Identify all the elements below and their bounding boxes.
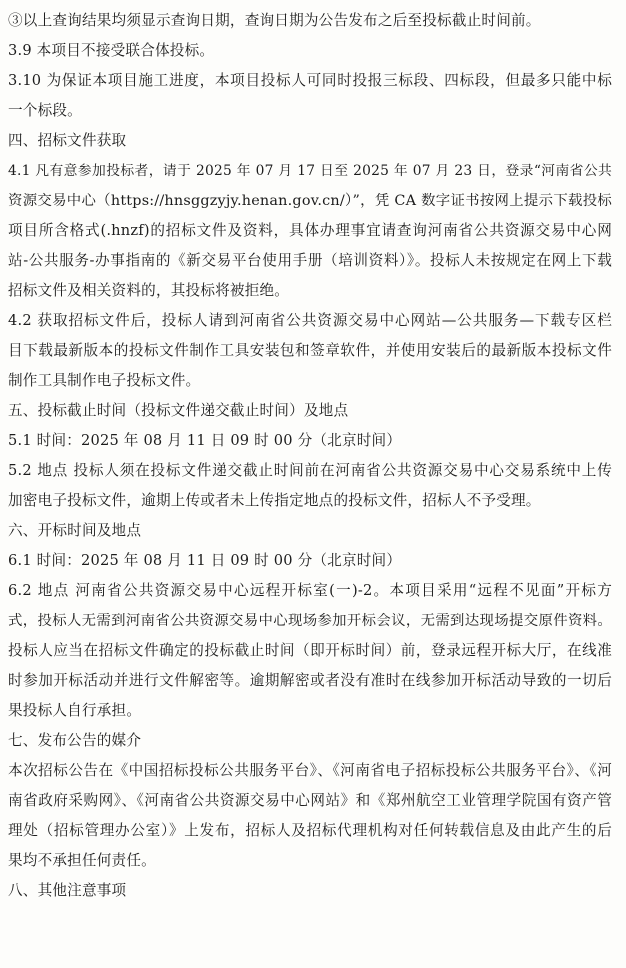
text-line-4-1-end: 招标文件及相关资料的，其投标将被拒绝。 — [8, 282, 290, 299]
section-heading-6: 六、开标时间及地点 — [8, 522, 142, 539]
text-line-5-1: 5.1 时间：2025 年 08 月 11 日 09 时 00 分（北京时间） — [8, 432, 402, 449]
text-line-6-2-end: 果投标人自行承担。 — [8, 702, 142, 719]
text-line-4-1-format: 项目所含格式(.hnzf)的招标文件及资料，具体办理事宜请查询河南省公共资源交易中心网 — [8, 222, 612, 239]
section-heading-5: 五、投标截止时间（投标文件递交截止时间）及地点 — [8, 402, 349, 419]
section-heading-7: 七、发布公告的媒介 — [8, 732, 142, 749]
text-line-3-10: 3.10 为保证本项目施工进度，本项目投标人可同时投报三标段、四标段，但最多只能中标 — [8, 72, 612, 89]
text-line-5-2: 5.2 地点 投标人须在投标文件递交截止时间前在河南省公共资源交易中心交易系统中上传 — [8, 462, 612, 479]
text-line-4-1: 4.1 凡有意参加投标者，请于 2025 年 07 月 17 日至 2025 年 07 月 23 日，登录“河南省公共 — [8, 163, 612, 179]
text-line-4-2-tools: 目下载最新版本的投标文件制作工具安装包和签章软件，并使用安装后的最新版本投标文件 — [8, 342, 612, 359]
text-line-6-2-remote: 式，投标人无需到河南省公共资源交易中心现场参加开标会议，无需到达现场提交原件资料。 — [8, 613, 612, 629]
text-line-4-2: 4.2 获取招标文件后，投标人请到河南省公共资源交易中心网站—公共服务—下载专区栏 — [8, 312, 612, 329]
section-heading-4: 四、招标文件获取 — [8, 132, 127, 149]
text-line-6-1: 6.1 时间：2025 年 08 月 11 日 09 时 00 分（北京时间） — [8, 552, 402, 569]
text-line-6-2-decrypt: 时参加开标活动并进行文件解密等。逾期解密或者没有准时在线参加开标活动导致的一切后 — [8, 672, 612, 689]
text-line-3-10-cont: 一个标段。 — [8, 102, 82, 119]
text-line-3-9: 3.9 本项目不接受联合体投标。 — [8, 42, 215, 59]
text-line-query-date-note: ③以上查询结果均须显示查询日期，查询日期为公告发布之后至投标截止时间前。 — [8, 12, 541, 29]
text-line-7-end: 果均不承担任何责任。 — [8, 852, 156, 869]
text-line-6-2-login: 投标人应当在招标文件确定的投标截止时间（即开标时间）前，登录远程开标大厅，在线准 — [8, 642, 612, 659]
text-line-7-media: 本次招标公告在《中国招标投标公共服务平台》、《河南省电子招标投标公共服务平台》、《河 — [8, 762, 612, 779]
text-line-4-1-url: 资源交易中心（https://hnsggzyjy.henan.gov.cn/）”，凭 CA 数字证书按网上提示下载投标 — [8, 193, 612, 209]
document-body — [8, 6, 612, 899]
text-line-4-2-end: 制作工具制作电子投标文件。 — [8, 372, 201, 389]
section-heading-8: 八、其他注意事项 — [8, 882, 127, 899]
text-line-4-1-guide: 站-公共服务-办事指南的《新交易平台使用手册（培训资料）》。投标人未按规定在网上下载 — [8, 252, 612, 269]
text-line-5-2-end: 加密电子投标文件，逾期上传或者未上传指定地点的投标文件，招标人不予受理。 — [8, 492, 541, 509]
text-line-6-2: 6.2 地点 河南省公共资源交易中心远程开标室(一)-2。本项目采用“远程不见面”开标方 — [8, 582, 612, 599]
text-line-7-media-cont: 南省政府采购网》、《河南省公共资源交易中心网站》和《郑州航空工业管理学院国有资产管 — [8, 792, 612, 809]
text-line-7-disclaimer: 理处（招标管理办公室）》上发布，招标人及招标代理机构对任何转载信息及由此产生的后 — [8, 822, 612, 839]
